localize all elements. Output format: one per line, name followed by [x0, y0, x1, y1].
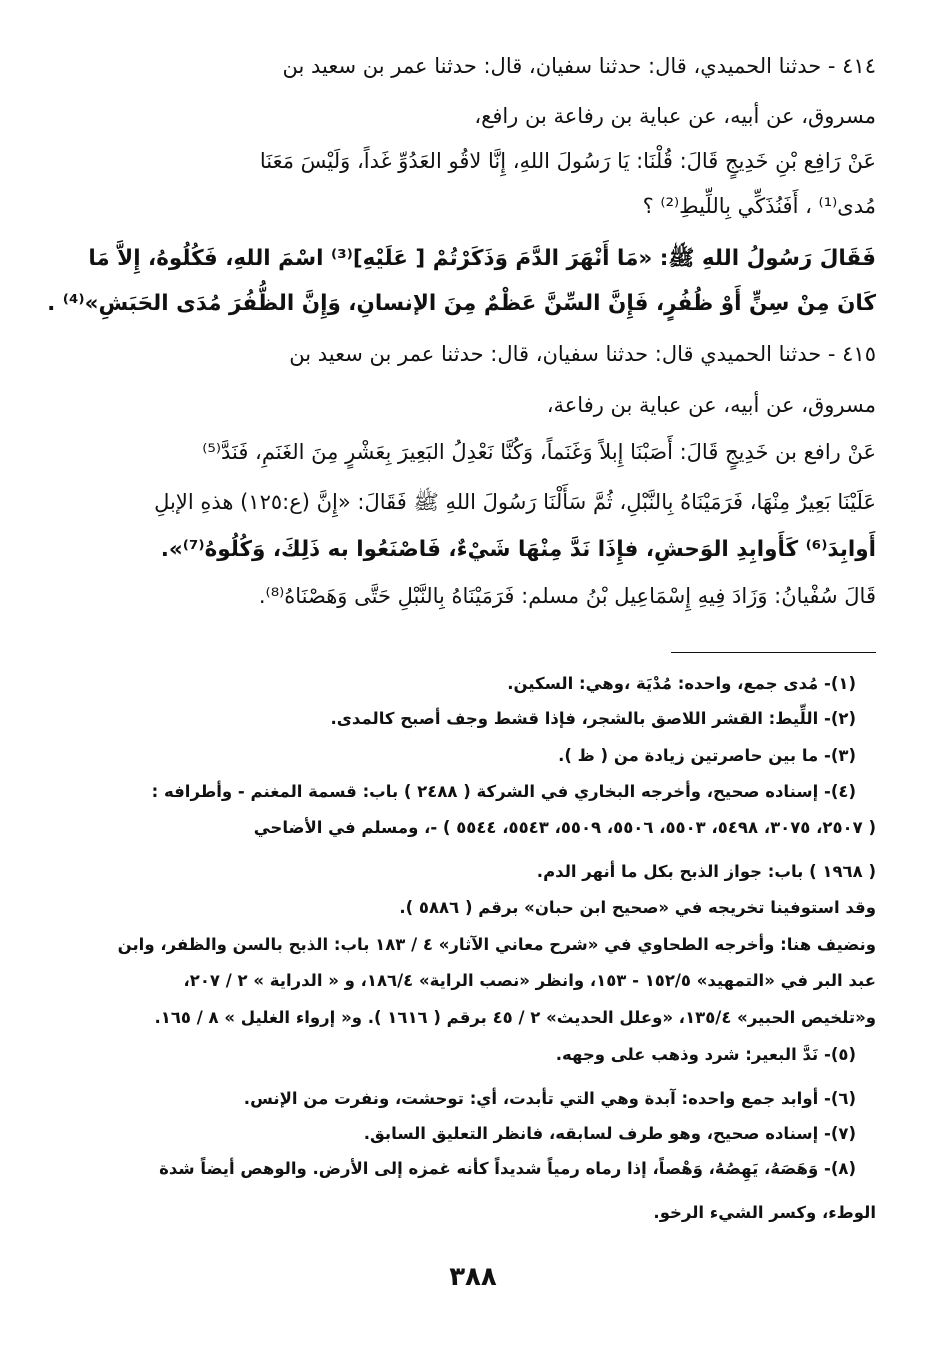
hadith-415-matn-line-3: أَوابِدَ⁽⁶⁾ كَأَوابِدِ الوَحشِ، فإِذَا نَدَّ مِنْهَا شَيْءٌ، فَاصْنَعُوا به ذَلِكَ، وَكُلُوهُ⁽⁷⁾». [160, 537, 876, 562]
hadith-414-text-line-2: مُدى⁽¹⁾ ، أَفَنُذَكِّي بِاللِّيطِ⁽²⁾ ؟ [642, 194, 876, 218]
footnote-6: (٦)- أوابد جمع واحده: آبدة وهي التي تأبدت، أي: توحشت، ونفرت من الإنس. [243, 1089, 856, 1108]
footnote-8-line-2: الوطء، وكسر الشيء الرخو. [653, 1203, 876, 1222]
footnote-3: (٣)- ما بين حاصرتين زيادة من ( ظ ). [558, 746, 856, 765]
hadith-415-isnad-line-1: ٤١٥ - حدثنا الحميدي قال: حدثنا سفيان، قال: حدثنا عمر بن سعيد بن [289, 342, 876, 366]
footnote-separator [671, 652, 876, 653]
hadith-414-isnad-line-2: مسروق، عن أبيه، عن عباية بن رفاعة بن رافع، [474, 104, 876, 128]
hadith-414-matn-line-2: كَانَ مِنْ سِنٍّ أَوْ ظُفُرٍ، فَإِنَّ السِّنَّ عَظْمٌ مِنَ الإنسانِ، وَإِنَّ الظُّفُرَ مُدَى الحَبَشِ»⁽⁴⁾ . [47, 291, 876, 316]
hadith-415-isnad-line-2: مسروق، عن أبيه، عن عباية بن رفاعة، [546, 393, 876, 417]
footnote-4-line-5: ونضيف هنا: وأخرجه الطحاوي في «شرح معاني الآثار» ٤ / ١٨٣ باب: الذبح بالسن والظفر، وابن [117, 935, 876, 954]
footnote-4-line-6: عبد البر في «التمهيد» ١٥٢/٥ - ١٥٣، وانظر «نصب الراية» ١٨٦/٤، و « الدراية » ٢ / ٢٠٧، [183, 971, 876, 990]
footnote-4-line-2: ( ٢٥٠٧، ٣٠٧٥، ٥٤٩٨، ٥٥٠٣، ٥٥٠٦، ٥٥٠٩، ٥٥٤٣، ٥٥٤٤ ) -، ومسلم في الأضاحي [253, 818, 876, 837]
footnote-4-line-4: وقد استوفينا تخريجه في «صحيح ابن حبان» برقم ( ٥٨٨٦ ). [399, 898, 876, 917]
footnote-1: (١)- مُدى جمع، واحده: مُدْيَة ،وهي: السكين. [507, 674, 856, 693]
footnote-4-line-1: (٤)- إسناده صحيح، وأخرجه البخاري في الشركة ( ٢٤٨٨ ) باب: قسمة المغنم - وأطرافه : [151, 782, 856, 801]
hadith-415-text-line-2: عَلَيْنَا بَعِيرٌ مِنْهَا، فَرَمَيْنَاهُ بِالنَّبْلِ، ثُمَّ سَأَلْنَا رَسُولَ اللهِ ﷺ فَقَالَ: «إِنَّ (ع:١٢٥) هذهِ الإبلِ [154, 490, 876, 514]
footnote-5: (٥)- نَدَّ البعير: شرد وذهب على وجهه. [555, 1045, 856, 1064]
hadith-414-isnad-line-1: ٤١٤ - حدثنا الحميدي، قال: حدثنا سفيان، قال: حدثنا عمر بن سعيد بن [282, 54, 876, 78]
footnote-4-line-7: و«تلخيص الحبير» ١٣٥/٤، «وعلل الحديث» ٢ / ٤٥ برقم ( ١٦١٦ ). و« إرواء الغليل » ٨ / ١٦٥. [154, 1008, 876, 1027]
hadith-414-matn-line-1: فَقَالَ رَسُولُ اللهِ ﷺ: «مَا أَنْهَرَ الدَّمَ وَذَكَرْتُمْ [ عَلَيْهِ]⁽³⁾ اسْمَ اللهِ، فَكُلُوهُ، إِلاَّ مَا [88, 246, 876, 271]
footnote-2: (٢)- اللِّيط: القشر اللاصق بالشجر، فإذا قشط وجف أصبح كالمدى. [330, 709, 856, 728]
footnote-4-line-3: ( ١٩٦٨ ) باب: جواز الذبح بكل ما أنهر الدم. [536, 862, 876, 881]
hadith-415-addition-line: قَالَ سُفْيانُ: وَزَادَ فِيهِ إِسْمَاعِيل بْنُ مسلم: فَرَمَيْنَاهُ بِالنَّبْلِ حَتَّى وَهَصْنَاهُ⁽⁸⁾. [258, 584, 876, 608]
page-number: ٣٨٨ [449, 1262, 497, 1292]
hadith-415-text-line-1: عَنْ رافع بن خَدِيجٍ قَالَ: أَصَبْنَا إِبلاً وَغَنَماً، وَكُنَّا نَعْدِلُ البَعِيرَ بِعَشْرٍ مِنَ الغَنَمِ، فَنَدَّ⁽⁵⁾ [202, 440, 876, 464]
footnote-8-line-1: (٨)- وَهَصَهُ، يَهِصُهُ، وَهْصاً، إذا رماه رمياً شديداً كأنه غمزه إلى الأرض. والوهص أيضاً شدة [159, 1159, 856, 1178]
footnote-7: (٧)- إسناده صحيح، وهو طرف لسابقه، فانظر التعليق السابق. [363, 1124, 856, 1143]
hadith-414-text-line-1: عَنْ رَافِع بْنِ خَدِيجٍ قَالَ: قُلْنَا: يَا رَسُولَ اللهِ، إِنَّا لاقُو العَدُوِّ غَداً، وَلَيْسَ مَعَنَا [259, 149, 876, 173]
